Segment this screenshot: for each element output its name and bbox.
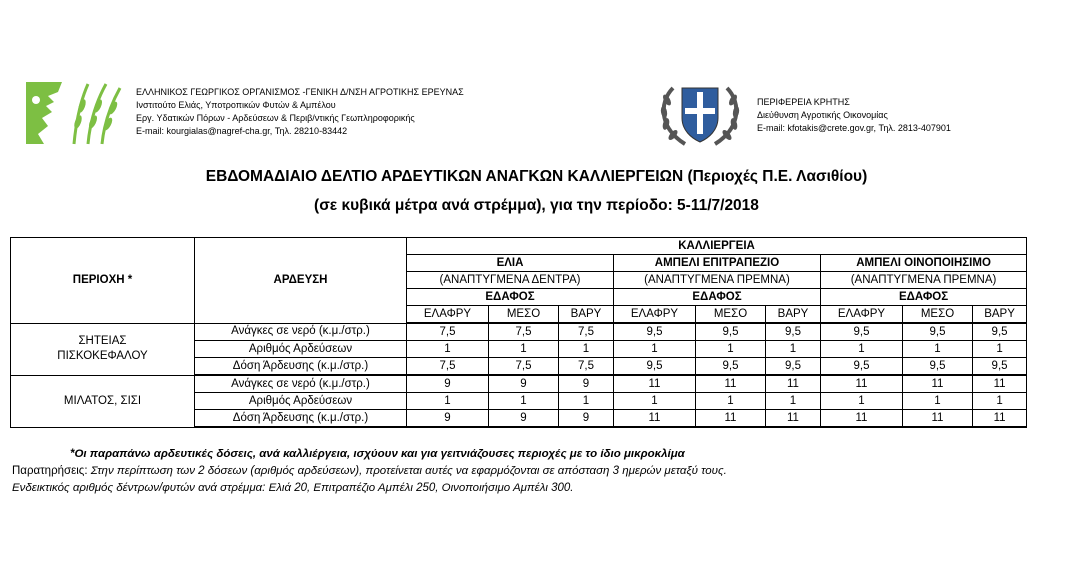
note-applicability: *Οι παραπάνω αρδευτικές δόσεις, ανά καλλιέργεια, ισχύουν και για γειτνιάζουσες περιοχές με το ίδιο μικροκλίμα — [70, 448, 685, 460]
row-label: Δόση Άρδευσης (κ.μ./στρ.) — [195, 358, 407, 376]
org-left-line: Εργ. Υδατικών Πόρων - Αρδεύσεων & Περιβ/ντικής Γεωπληροφορικής — [136, 113, 415, 123]
value-cell: 7,5 — [489, 358, 559, 376]
notes — [12, 446, 727, 497]
note-observations — [12, 463, 727, 480]
value-cell: 9,5 — [696, 358, 766, 376]
value-cell: 1 — [973, 393, 1027, 410]
value-cell: 11 — [903, 375, 973, 393]
soil-type-medium: ΜΕΣΟ — [489, 306, 559, 324]
value-cell: 7,5 — [559, 323, 614, 341]
value-cell: 1 — [766, 393, 821, 410]
table-row — [11, 375, 1027, 393]
org-left-text — [136, 86, 464, 138]
header-left — [18, 78, 498, 148]
note-plant-density: Ενδεικτικός αριθμός δέντρων/φυτών ανά στρέμμα: Ελιά 20, Επιτραπέζιο Αμπέλι 250, Οινοποιήσιμο Αμπέλι 300. — [12, 482, 574, 494]
org-right-email: E-mail: kfotakis@crete.gov.gr, Τηλ. 2813-407901 — [757, 123, 951, 133]
value-cell: 11 — [973, 410, 1027, 428]
crop-name-table-grape: ΑΜΠΕΛΙ ΕΠΙΤΡΑΠΕΖΙΟ — [614, 255, 821, 272]
value-cell: 1 — [614, 393, 696, 410]
soil-header: ΕΔΑΦΟΣ — [407, 289, 614, 306]
table-body — [11, 323, 1027, 427]
org-right-text — [757, 96, 951, 135]
crop-name-olive: ΕΛΙΑ — [407, 255, 614, 272]
soil-type-light: ΕΛΑΦΡΥ — [614, 306, 696, 324]
value-cell: 9 — [407, 410, 489, 428]
value-cell: 9 — [559, 375, 614, 393]
row-label: Ανάγκες σε νερό (κ.μ./στρ.) — [195, 375, 407, 393]
value-cell: 11 — [973, 375, 1027, 393]
soil-type-medium: ΜΕΣΟ — [696, 306, 766, 324]
value-cell: 11 — [766, 375, 821, 393]
value-cell: 11 — [821, 375, 903, 393]
value-cell: 9,5 — [973, 323, 1027, 341]
value-cell: 1 — [696, 341, 766, 358]
crop-name-wine-grape: ΑΜΠΕΛΙ ΟΙΝΟΠΟΙΗΣΙΜΟ — [821, 255, 1027, 272]
soil-type-heavy: ΒΑΡΥ — [973, 306, 1027, 324]
header-right — [655, 82, 1055, 148]
value-cell: 9,5 — [614, 323, 696, 341]
soil-type-heavy: ΒΑΡΥ — [559, 306, 614, 324]
soil-type-heavy: ΒΑΡΥ — [766, 306, 821, 324]
value-cell: 9,5 — [973, 358, 1027, 376]
value-cell: 1 — [614, 341, 696, 358]
value-cell: 1 — [407, 341, 489, 358]
soil-header: ΕΔΑΦΟΣ — [821, 289, 1027, 306]
value-cell: 9,5 — [903, 323, 973, 341]
value-cell: 1 — [559, 393, 614, 410]
value-cell: 1 — [903, 341, 973, 358]
region-name-line: ΠΙΣΚΟΚΕΦΑΛΟΥ — [57, 350, 148, 362]
value-cell: 9,5 — [821, 323, 903, 341]
value-cell: 1 — [559, 341, 614, 358]
value-cell: 11 — [821, 410, 903, 428]
value-cell: 11 — [696, 410, 766, 428]
org-left-email: E-mail: kourgialas@nagref-cha.gr, Τηλ. 28210-83442 — [136, 126, 348, 136]
soil-type-light: ΕΛΑΦΡΥ — [407, 306, 489, 324]
value-cell: 9 — [407, 375, 489, 393]
soil-type-light: ΕΛΑΦΡΥ — [821, 306, 903, 324]
value-cell: 11 — [614, 410, 696, 428]
region-name — [11, 375, 195, 427]
value-cell: 11 — [696, 375, 766, 393]
region-name-line: ΜΙΛΑΤΟΣ, ΣΙΣΙ — [63, 394, 142, 407]
value-cell: 7,5 — [559, 358, 614, 376]
value-cell: 9 — [559, 410, 614, 428]
row-label: Ανάγκες σε νερό (κ.μ./στρ.) — [195, 323, 407, 341]
value-cell: 1 — [821, 393, 903, 410]
value-cell: 9,5 — [614, 358, 696, 376]
value-cell: 9 — [489, 410, 559, 428]
value-cell: 1 — [696, 393, 766, 410]
value-cell: 1 — [489, 393, 559, 410]
org-left-line: ΕΛΛΗΝΙΚΟΣ ΓΕΩΡΓΙΚΟΣ ΟΡΓΑΝΙΣΜΟΣ -ΓΕΝΙΚΗ Δ/ΝΣΗ ΑΓΡΟΤΙΚΗΣ ΕΡΕΥΝΑΣ — [136, 87, 464, 97]
org-left-line: Ινστιτούτο Ελιάς, Υποτροπικών Φυτών & Αμπέλου — [136, 100, 336, 110]
value-cell: 1 — [489, 341, 559, 358]
elgo-logo-icon — [18, 78, 126, 148]
note-observations-label: Παρατηρήσεις: — [12, 465, 91, 477]
row-label: Δόση Άρδευσης (κ.μ./στρ.) — [195, 410, 407, 428]
value-cell: 11 — [903, 410, 973, 428]
value-cell: 1 — [821, 341, 903, 358]
value-cell: 9,5 — [821, 358, 903, 376]
row-label: Αριθμός Αρδεύσεων — [195, 393, 407, 410]
region-name — [11, 323, 195, 375]
crop-sub-table-grape: (ΑΝΑΠΤΥΓΜΕΝΑ ΠΡΕΜΝΑ) — [614, 272, 821, 289]
value-cell: 1 — [407, 393, 489, 410]
soil-type-medium: ΜΕΣΟ — [903, 306, 973, 324]
org-right-line: ΠΕΡΙΦΕΡΕΙΑ ΚΡΗΤΗΣ — [757, 97, 850, 107]
value-cell: 7,5 — [407, 323, 489, 341]
note-observations-text: Στην περίπτωση των 2 δόσεων (αριθμός αρδεύσεων), προτείνεται αυτές να εφαρμόζονται σε απόσταση 3 ημερών μεταξύ τους. — [90, 465, 727, 477]
value-cell: 9,5 — [766, 358, 821, 376]
value-cell: 9,5 — [766, 323, 821, 341]
value-cell: 1 — [766, 341, 821, 358]
value-cell: 1 — [973, 341, 1027, 358]
bulletin-title: ΕΒΔΟΜΑΔΙΑΙΟ ΔΕΛΤΙΟ ΑΡΔΕΥΤΙΚΩΝ ΑΝΑΓΚΩΝ ΚΑΛΛΙΕΡΓΕΙΩΝ (Περιοχές Π.Ε. Λασιθίου) — [205, 168, 868, 185]
table-row — [11, 323, 1027, 341]
crop-sub-olive: (ΑΝΑΠΤΥΓΜΕΝΑ ΔΕΝΤΡΑ) — [407, 272, 614, 289]
irrigation-column-header: ΑΡΔΕΥΣΗ — [195, 238, 407, 324]
greek-coat-of-arms-icon — [655, 82, 745, 148]
crops-header: ΚΑΛΛΙΕΡΓΕΙΑ — [407, 238, 1027, 255]
crop-sub-wine-grape: (ΑΝΑΠΤΥΓΜΕΝΑ ΠΡΕΜΝΑ) — [821, 272, 1027, 289]
soil-header: ΕΔΑΦΟΣ — [614, 289, 821, 306]
region-name-line: ΣΗΤΕΙΑΣ — [78, 335, 127, 347]
value-cell: 9,5 — [903, 358, 973, 376]
row-label: Αριθμός Αρδεύσεων — [195, 341, 407, 358]
value-cell: 11 — [614, 375, 696, 393]
value-cell: 9,5 — [696, 323, 766, 341]
value-cell: 7,5 — [489, 323, 559, 341]
bulletin-subtitle: (σε κυβικά μέτρα ανά στρέμμα), για την περίοδο: 5-11/7/2018 — [314, 197, 759, 214]
value-cell: 9 — [489, 375, 559, 393]
irrigation-table — [10, 237, 1027, 428]
value-cell: 11 — [766, 410, 821, 428]
value-cell: 1 — [903, 393, 973, 410]
org-right-line: Διεύθυνση Αγροτικής Οικονομίας — [757, 110, 888, 120]
value-cell: 7,5 — [407, 358, 489, 376]
region-column-header: ΠΕΡΙΟΧΗ * — [11, 238, 195, 324]
